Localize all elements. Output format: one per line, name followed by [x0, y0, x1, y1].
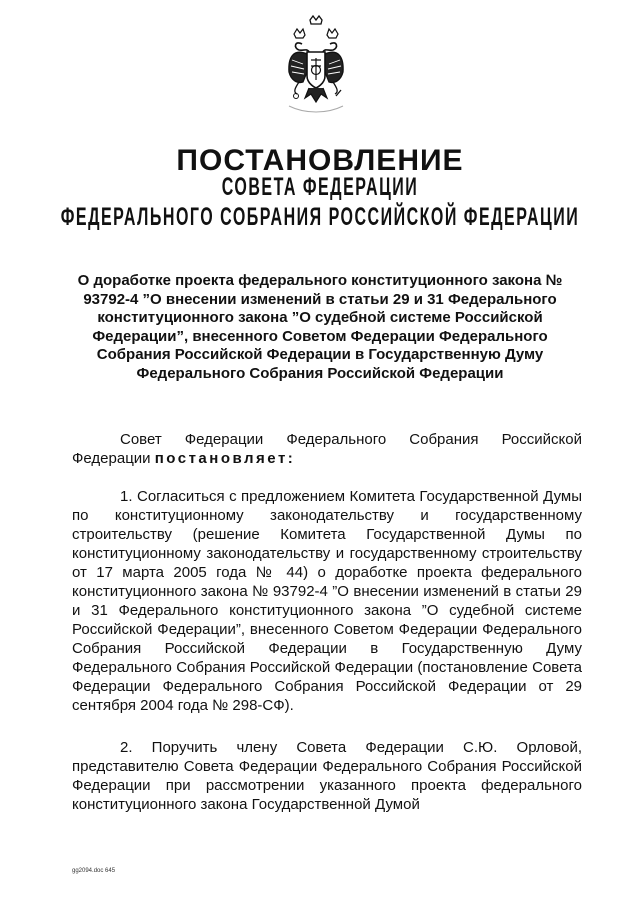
issuer-line-2: ФЕДЕРАЛЬНОГО СОБРАНИЯ РОССИЙСКОЙ ФЕДЕРАЦИИ [60, 205, 580, 232]
decree-verb: постановляет: [154, 450, 296, 467]
russian-coat-of-arms-icon [285, 14, 347, 122]
paragraph-1: 1. Согласиться с предложением Комитета Государственной Думы по конституционному законодательству и государственному строительству (решение Комитета Государственной Думы по конституционному законодательству и государственному строительству от 17 марта 2005 года № 44) о доработке проекта федерального конституционного закона № 93792-4 ”О внесении изменений в статьи 29 и 31 Федерального конституционного закона ”О судебной системе Российской Федерации”, внесенного Советом Федерации Федерального Собрания Российской Федерации в Государственную Думу Федерального Собрания Российской Федерации (постановление Совета Федерации Федерального Собрания Российской Федерации от 29 сентября 2004 года № 298-СФ). [72, 488, 582, 714]
paragraph-2: 2. Поручить члену Совета Федерации С.Ю. Орловой, представителю Совета Федерации Федерального Собрания Российской Федерации при рассмотрении указанного проекта федерального конституционного закона Государственной Думой [72, 739, 582, 813]
document-title: ПОСТАНОВЛЕНИЕ [176, 144, 464, 177]
document-subject: О доработке проекта федерального конституционного закона № 93792-4 ”О внесении изменений в статьи 29 и 31 Федерального конституционного закона ”О судебной системе Российской Федерации”, внесенного Советом Федерации Федерального Собрания Российской Федерации в Государственную Думу Федерального Собрания Российской Федерации [77, 272, 563, 382]
intro-text: Совет Федерации Федерального Собрания Российской Федерации [72, 431, 582, 467]
issuer-line-1: СОВЕТА ФЕДЕРАЦИИ [221, 175, 419, 202]
file-reference: gg2094.doc 645 [72, 868, 116, 874]
intro-paragraph [72, 430, 582, 468]
